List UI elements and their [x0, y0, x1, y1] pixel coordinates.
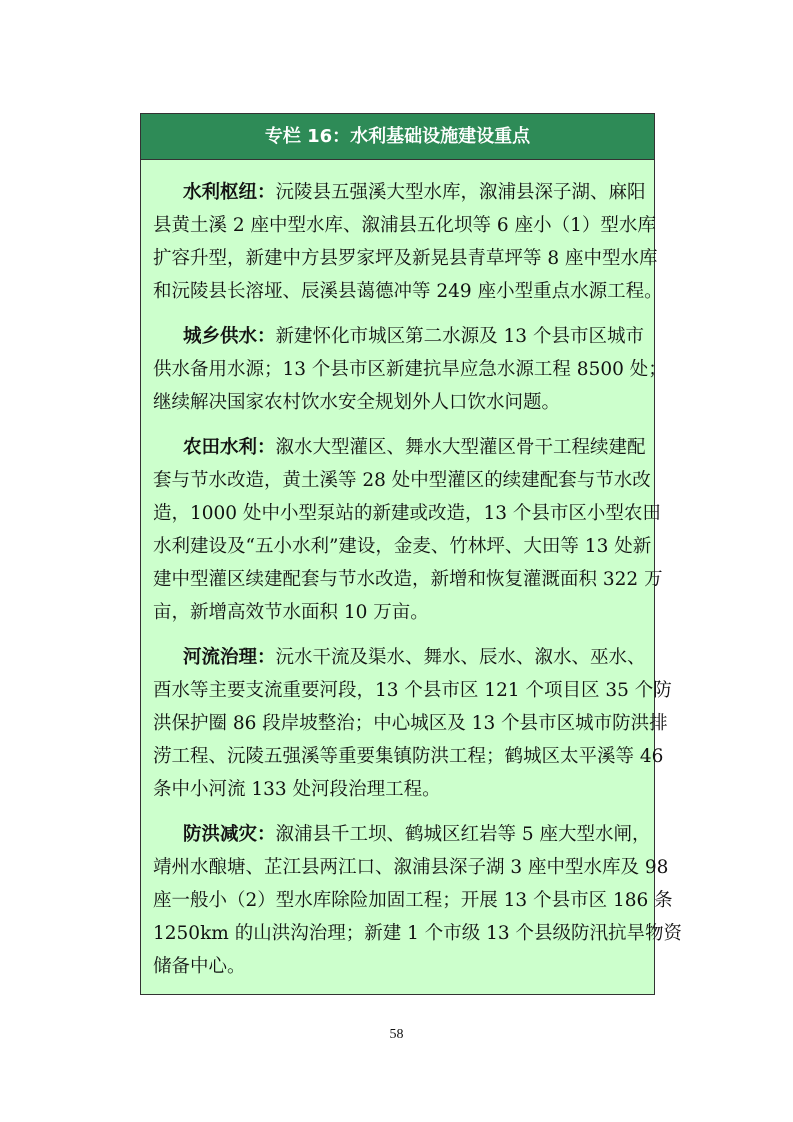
paragraph [153, 641, 672, 806]
text-line [153, 707, 668, 740]
line-text: 1250km 的山洪沟治理；新建 1 个市级 13 个县级防汛抗旱物资 [153, 923, 683, 944]
line-text: 继续解决国家农村饮水安全规划外人口饮水问题。 [153, 392, 561, 413]
line-text: 涝工程、沅陵五强溪等重要集镇防洪工程；鹤城区太平溪等 46 [153, 746, 664, 767]
text-line [153, 641, 644, 674]
text-line [153, 818, 651, 851]
line-text: 沅水干流及渠水、舞水、辰水、溆水、巫水、 [275, 647, 646, 668]
paragraph [153, 320, 667, 419]
text-line [153, 596, 644, 629]
line-text: 和沅陵县长溶垭、辰溪县蔼德冲等 249 座小型重点水源工程。 [153, 281, 663, 302]
paragraph-label: 防洪减灾： [183, 824, 276, 845]
line-text: 亩，新增高效节水面积 10 万亩。 [153, 602, 429, 623]
line-text: 洪保护圈 86 段岸坡整治；中心城区及 13 个县市区城市防洪排 [153, 713, 668, 734]
paragraph-label: 农田水利： [183, 437, 276, 458]
line-text: 扩容升型，新建中方县罗家坪及新晃县青草坪等 8 座中型水库 [153, 248, 658, 269]
box-body [141, 160, 683, 983]
text-line [153, 431, 644, 464]
line-text: 县黄土溪 2 座中型水库、溆浦县五化坝等 6 座小（1）型水库 [153, 215, 656, 236]
line-text: 沅陵县五强溪大型水库，溆浦县深子湖、麻阳 [275, 182, 646, 203]
line-text: 建中型灌区续建配套与节水改造，新增和恢复灌溉面积 322 万 [153, 569, 663, 590]
text-line [153, 530, 652, 563]
text-line [153, 386, 644, 419]
line-text: 溆水大型灌区、舞水大型灌区骨干工程续建配 [275, 437, 646, 458]
text-line [153, 464, 651, 497]
line-text: 溆浦县千工坝、鹤城区红岩等 5 座大型水闸， [275, 824, 651, 845]
box-title: 专栏 16：水利基础设施建设重点 [141, 114, 654, 160]
text-line [153, 353, 667, 386]
text-line [153, 674, 672, 707]
page-number: 58 [389, 1027, 404, 1042]
paragraph-label: 水利枢纽： [183, 182, 276, 203]
paragraph-label: 城乡供水： [183, 326, 276, 347]
text-line [153, 740, 664, 773]
line-text: 供水备用水源；13 个县市区新建抗旱应急水源工程 8500 处； [153, 359, 667, 380]
text-line [153, 851, 669, 884]
text-line [153, 320, 644, 353]
text-line [153, 563, 663, 596]
paragraph-label: 河流治理： [183, 647, 276, 668]
text-line [153, 242, 658, 275]
text-line [153, 917, 683, 950]
line-text: 造，1000 处中小型泵站的新建或改造，13 个县市区小型农田 [153, 503, 661, 524]
line-text: 酉水等主要支流重要河段，13 个县市区 121 个项目区 35 个防 [153, 680, 672, 701]
text-line [153, 884, 673, 917]
text-line [153, 275, 663, 308]
text-line [153, 497, 661, 530]
line-text: 靖州水酿塘、芷江县两江口、溆浦县深子湖 3 座中型水库及 98 [153, 857, 669, 878]
text-line [153, 176, 644, 209]
feature-box [140, 113, 683, 995]
text-line [153, 773, 644, 806]
line-text: 座一般小（2）型水库除险加固工程；开展 13 个县市区 186 条 [153, 890, 673, 911]
line-text: 条中小河流 133 处河段治理工程。 [153, 779, 441, 800]
text-line [153, 209, 656, 242]
line-text: 套与节水改造，黄土溪等 28 处中型灌区的续建配套与节水改 [153, 470, 651, 491]
line-text: 新建怀化市城区第二水源及 13 个县市区城市 [275, 326, 644, 347]
paragraph [153, 818, 683, 983]
paragraph [153, 176, 663, 308]
text-line [153, 950, 644, 983]
line-text: 水利建设及“五小水利”建设，金麦、竹林坪、大田等 13 处新 [153, 536, 652, 557]
line-text: 储备中心。 [153, 956, 246, 977]
paragraph [153, 431, 663, 629]
